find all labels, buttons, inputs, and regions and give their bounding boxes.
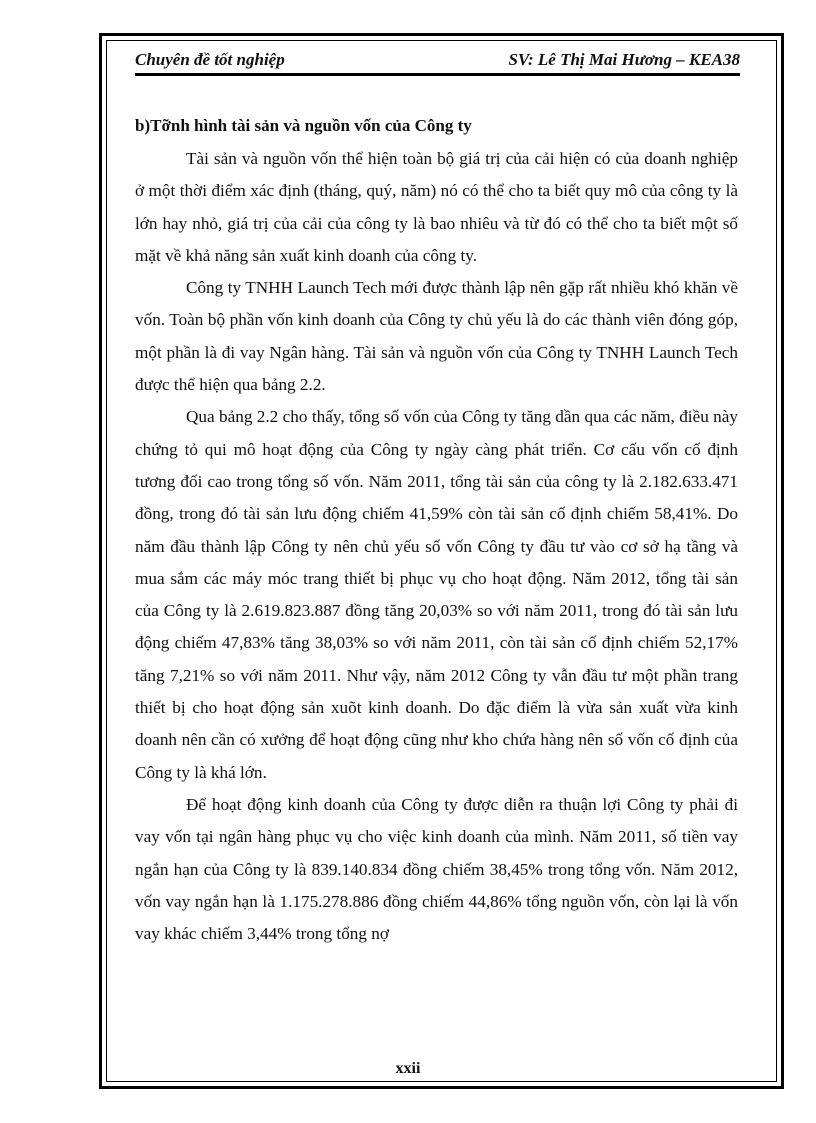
page-number: xxii: [395, 1060, 421, 1077]
running-header: [135, 50, 740, 74]
paragraph-1: Tài sản và nguồn vốn thể hiện toàn bộ giá trị của cải hiện có của doanh nghiệp ở một thời điểm xác định (tháng, quý, năm) nó có thể cho ta biết quy mô của công ty là lớn hay nhỏ, giá trị của cải của công ty là bao nhiêu và từ đó có thể cho ta biết một số mặt về khả năng sản xuất kinh doanh của công ty.: [135, 149, 738, 265]
header-document-title: Chuyên đề tốt nghiệp: [135, 50, 285, 69]
paragraph-3: Qua bảng 2.2 cho thấy, tổng số vốn của Công ty tăng dần qua các năm, điều này chứng tỏ qui mô hoạt động của Công ty ngày càng phát triển. Cơ cấu vốn cố định tương đối cao trong tổng số vốn. Năm 2011, tổng tài sản của công ty là 2.182.633.471 đồng, trong đó tài sản lưu động chiếm 41,59% còn tài sản cố định chiếm 58,41%. Do năm đầu thành lập Công ty nên chủ yếu số vốn Công ty đầu tư vào cơ sở hạ tầng và mua sắm các máy móc trang thiết bị phục vụ cho hoạt động. Năm 2012, tổng tài sản của Công ty là 2.619.823.887 đồng tăng 20,03% so với năm 2011, trong đó tài sản lưu động chiếm 47,83% tăng 38,03% so với năm 2011, còn tài sản cố định chiếm 52,17% tăng 7,21% so với năm 2011. Như vậy, năm 2012 Công ty vẫn đầu tư một phần trang thiết bị cho hoạt động sản xuõt kinh doanh. Do đặc điểm là vừa sản xuất vừa kinh doanh nên cần có xưởng để hoạt động cũng như kho chứa hàng nên số vốn cố định của Công ty là khá lớn.: [135, 407, 738, 782]
paragraph-4: Để hoạt động kinh doanh của Công ty được diễn ra thuận lợi Công ty phải đi vay vốn tại ngân hàng phục vụ cho việc kinh doanh của mình. Năm 2011, số tiền vay ngắn hạn của Công ty là 839.140.834 đồng chiếm 38,45% trong tổng vốn. Năm 2012, vốn vay ngắn hạn là 1.175.278.886 đồng chiếm 44,86% tổng nguồn vốn, còn lại là vốn vay khác chiếm 3,44% trong tổng nợ: [135, 794, 738, 944]
page-body: [135, 111, 738, 950]
header-student-name: SV: Lê Thị Mai Hương – KEA38: [508, 50, 740, 69]
section-heading: b)Tỡnh hình tài sản và nguồn vốn của Công ty: [135, 116, 472, 135]
header-divider: [135, 73, 740, 76]
paragraph-2: Công ty TNHH Launch Tech mới được thành lập nên gặp rất nhiều khó khăn về vốn. Toàn bộ phần vốn kinh doanh của Công ty chủ yếu là do các thành viên đóng góp, một phần là đi vay Ngân hàng. Tài sản và nguồn vốn của Công ty TNHH Launch Tech được thể hiện qua bảng 2.2.: [135, 278, 738, 395]
